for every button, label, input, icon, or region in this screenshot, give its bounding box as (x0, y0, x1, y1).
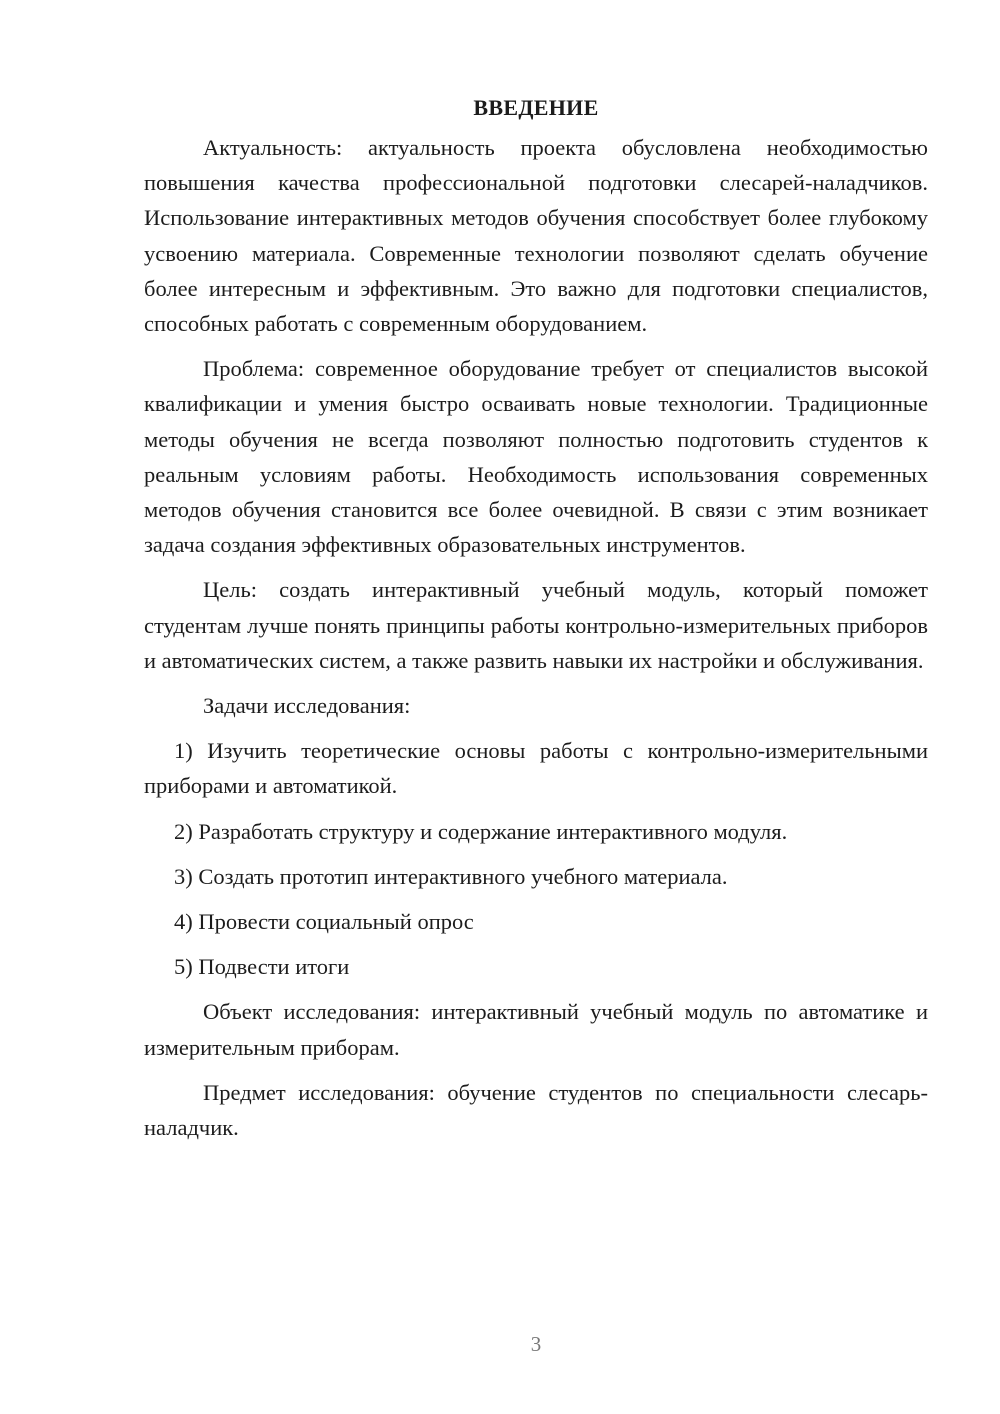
paragraph-relevance: Актуальность: актуальность проекта обусловлена необходимостью повышения качества профессиональной подготовки слесарей-наладчиков. Использование интерактивных методов обучения способствует более глубокому усвоению материала. Современные технологии позволяют сделать обучение более интересным и эффективным. Это важно для подготовки специалистов, способных работать с современным оборудованием. (144, 135, 928, 337)
paragraph-object: Объект исследования: интерактивный учебный модуль по автоматике и измерительным приборам. (144, 999, 928, 1060)
document-page (144, 92, 928, 1145)
list-item: 5) Подвести итоги (174, 954, 350, 980)
list-item: 3) Создать прототип интерактивного учебного материала. (174, 863, 728, 889)
paragraph-problem: Проблема: современное оборудование требует от специалистов высокой квалификации и умения быстро осваивать новые технологии. Традиционные методы обучения не всегда позволяют полностью подготовить студентов к реальным условиям работы. Необходимость использования современных методов обучения становится все более очевидной. В связи с этим возникает задача создания эффективных образовательных инструментов. (144, 356, 928, 558)
paragraph-subject: Предмет исследования: обучение студентов по специальности слесарь-наладчик. (144, 1079, 928, 1141)
list-item: 1) Изучить теоретические основы работы с контрольно-измерительными приборами и автоматикой. (144, 738, 928, 799)
page-number: 3 (530, 1332, 542, 1356)
page-title: ВВЕДЕНИЕ (473, 95, 599, 120)
list-item: 2) Разработать структуру и содержание интерактивного модуля. (174, 818, 788, 844)
paragraph-goal: Цель: создать интерактивный учебный модуль, который поможет студентам лучше понять принципы работы контрольно-измерительных приборов и автоматических систем, а также развить навыки их настройки и обслуживания. (144, 577, 928, 673)
paragraph-tasks-heading: Задачи исследования: (203, 693, 411, 719)
list-item: 4) Провести социальный опрос (174, 909, 474, 935)
